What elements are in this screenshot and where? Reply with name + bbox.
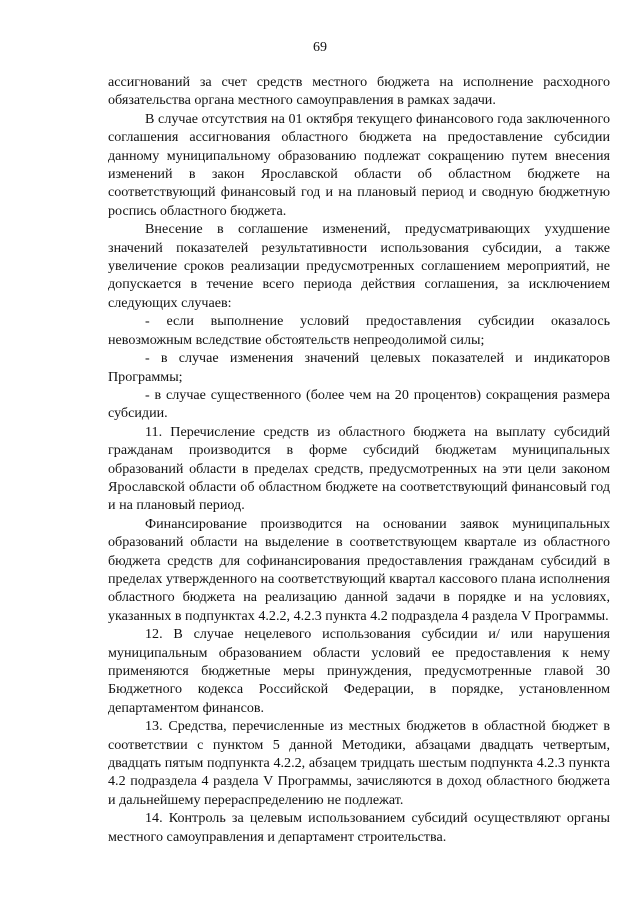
paragraph-item-11: 11. Перечисление средств из областного бюджета на выплату субсидий гражданам производится в форме субсидий бюджетам муниципальных образований области в пределах средств, предусмотренных на эти цели законом Ярославской области об областном бюджете на соответствующий финансовый год и на плановый период. (108, 423, 610, 514)
paragraph-item-13: 13. Средства, перечисленные из местных бюджетов в областной бюджет в соответствии с пунктом 5 данной Методики, абзацами двадцать четвертым, двадцать пятым подпункта 4.2.2, абзацем тридцать шестым подпункта 4.2.3 пункта 4.2 подраздела 4 раздела V Программы, зачисляются в доход областного бюджета и дальнейшему перераспределению не подлежат. (108, 718, 610, 808)
paragraph-agreement-changes: Внесение в соглашение изменений, предусматривающих ухудшение значений показателей результативности использования субсидии, а также увеличение сроков реализации предусмотренных соглашением мероприятий, не допускается в течение всего периода действия соглашения, за исключением следующих случаев: (108, 221, 610, 311)
paragraph-item-12: 12. В случае нецелевого использования субсидии и/ или нарушения муниципальным образованием области условий ее предоставления к нему применяются бюджетные меры принуждения, предусмотренные главой 30 Бюджетного кодекса Российской Федерации, в порядке, установленном департаментом финансов. (108, 626, 610, 716)
paragraph-continuation: ассигнований за счет средств местного бюджета на исполнение расходного обязательства органа местного самоуправления в рамках задачи. (108, 74, 610, 109)
list-item-force-majeure: - если выполнение условий предоставления субсидии оказалось невозможным вследствие обстоятельств непреодолимой силы; (108, 313, 610, 348)
paragraph-no-agreement: В случае отсутствия на 01 октября текущего финансового года заключенного соглашения ассигнования областного бюджета на предоставление субсидии данному муниципальному образованию подлежат сокращению путем внесения изменений в закон Ярославской области об областном бюджете на соответствующий финансовый год и на плановый период и сводную бюджетную роспись областного бюджета. (108, 110, 610, 219)
paragraph-financing: Финансирование производится на основании заявок муниципальных образований области на выделение в соответствующем квартале из областного бюджета средств для софинансирования предоставления гражданам субсидий в пределах утвержденного на соответствующий квартал кассового плана исполнения областного бюджета на реализацию данной задачи в порядке и на условиях, указанных в подпунктах 4.2.2, 4.2.3 пункта 4.2 подраздела 4 раздела V Программы. (108, 515, 610, 624)
page-number: 69 (313, 40, 327, 55)
document-body (108, 73, 610, 846)
paragraph-item-14: 14. Контроль за целевым использованием субсидий осуществляют органы местного самоуправления и департамент строительства. (108, 810, 610, 845)
list-item-target-indicators: - в случае изменения значений целевых показателей и индикаторов Программы; (108, 350, 610, 385)
list-item-subsidy-reduction: - в случае существенного (более чем на 20 процентов) сокращения размера субсидии. (108, 386, 610, 422)
